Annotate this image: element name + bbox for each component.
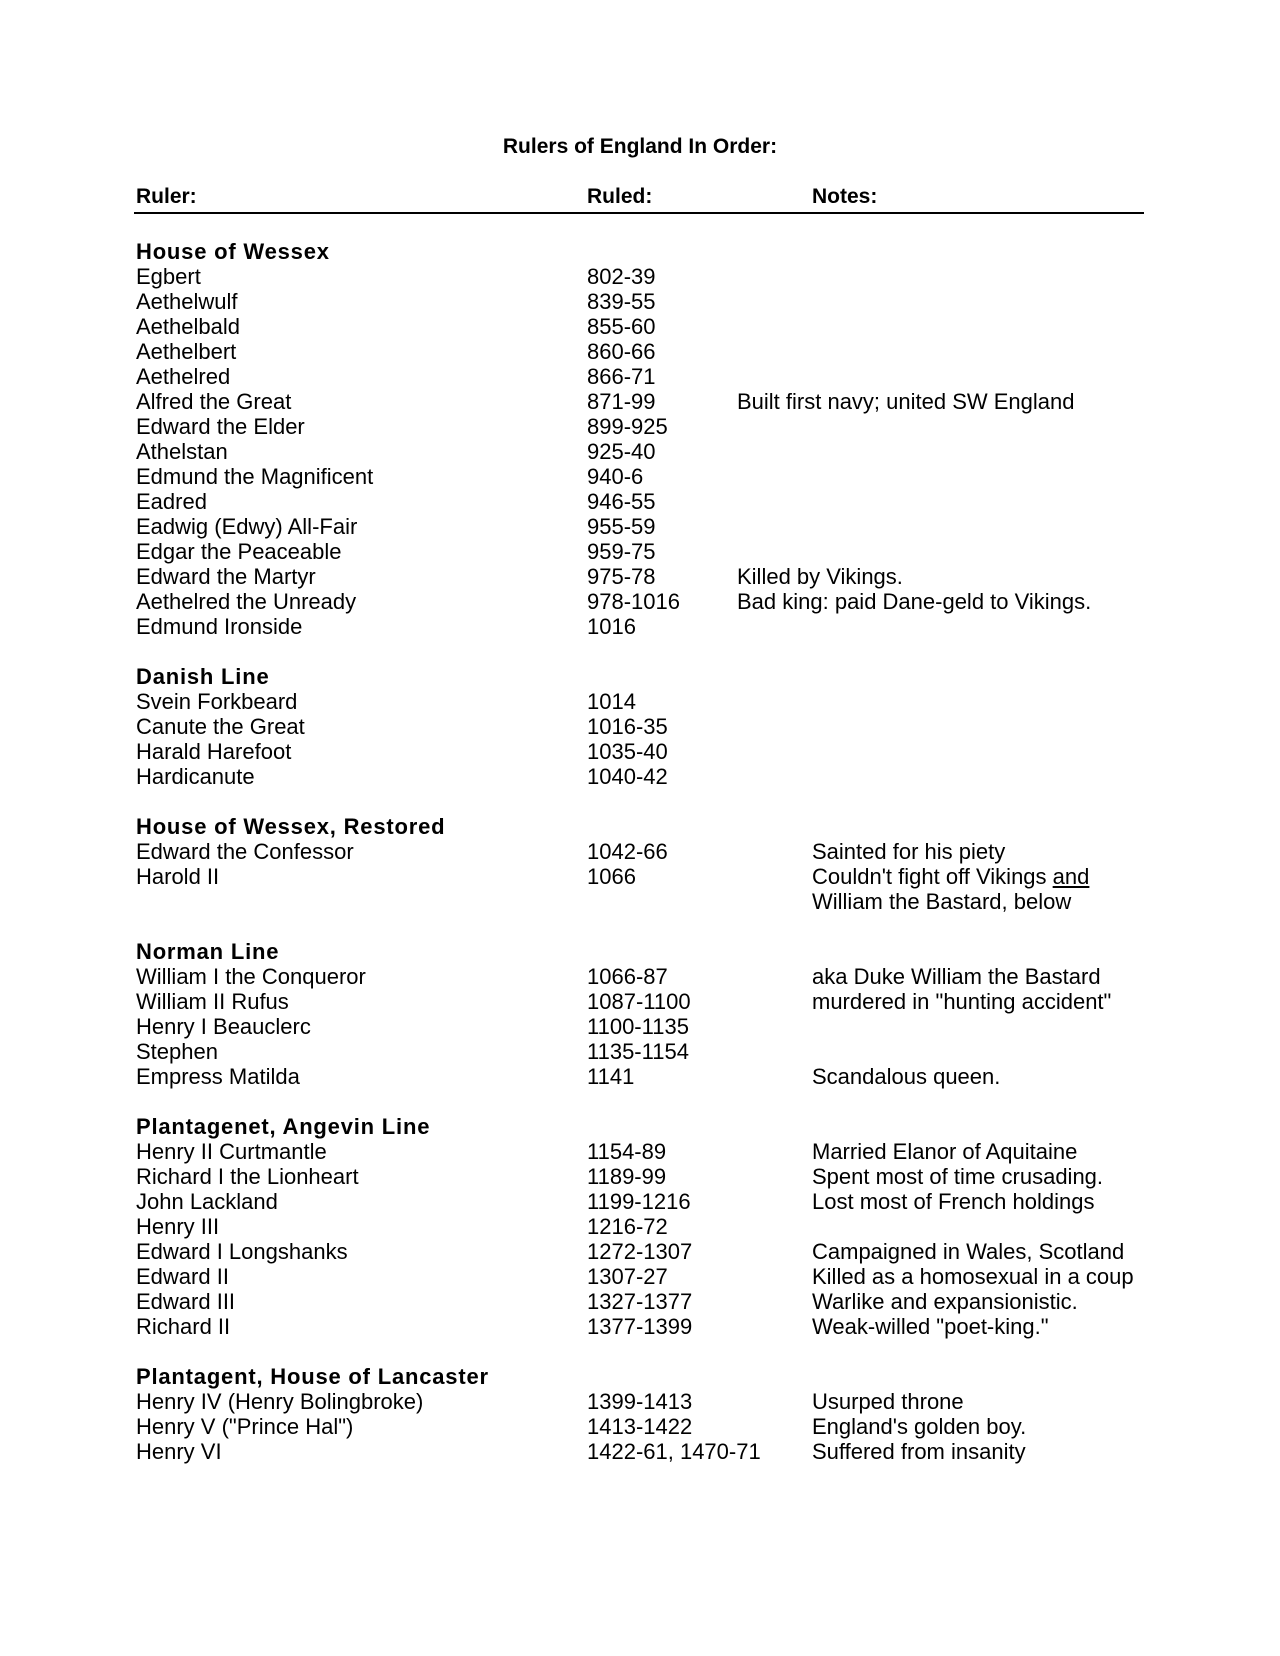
ruler-name: Henry V ("Prince Hal") [136, 1414, 354, 1439]
ruler-note: Suffered from insanity [812, 1439, 1026, 1464]
ruler-name: Henry VI [136, 1439, 222, 1464]
ruler-note: Married Elanor of Aquitaine [812, 1139, 1078, 1164]
rulers-table [0, 239, 1280, 1464]
ruler-name: Edward the Confessor [136, 839, 354, 864]
ruled-years: 1189-99 [587, 1164, 667, 1189]
ruler-name: Harald Harefoot [136, 739, 292, 764]
ruler-name: Egbert [136, 264, 201, 289]
section-title: House of Wessex [136, 239, 330, 264]
table-row [0, 689, 1280, 714]
ruler-name: Henry III [136, 1214, 220, 1239]
table-row [0, 1389, 1280, 1414]
ruler-name: Stephen [136, 1039, 218, 1064]
table-row [0, 1214, 1280, 1239]
table-row [0, 1189, 1280, 1214]
note-text: Couldn't fight off Vikings [812, 864, 1053, 889]
ruler-note: Killed by Vikings. [737, 564, 903, 589]
table-row [0, 964, 1280, 989]
ruled-years: 1042-66 [587, 839, 668, 864]
ruler-note: Killed as a homosexual in a coup [812, 1264, 1134, 1289]
table-row [0, 714, 1280, 739]
section-heading [0, 939, 1280, 964]
table-row [0, 264, 1280, 289]
ruler-note: Campaigned in Wales, Scotland [812, 1239, 1125, 1264]
header-notes: Notes: [812, 185, 878, 208]
ruler-name: Aethelbert [136, 339, 237, 364]
table-row [0, 1314, 1280, 1339]
ruler-note: Bad king: paid Dane-geld to Vikings. [737, 589, 1092, 614]
ruler-name: Eadwig (Edwy) All-Fair [136, 514, 358, 539]
ruler-note: murdered in "hunting accident" [812, 989, 1112, 1014]
ruler-note: Spent most of time crusading. [812, 1164, 1104, 1189]
section-spacer [0, 1089, 1280, 1114]
ruled-years: 1413-1422 [587, 1414, 693, 1439]
ruled-years: 866-71 [587, 364, 656, 389]
ruled-years: 940-6 [587, 464, 644, 489]
ruled-years: 1216-72 [587, 1214, 668, 1239]
ruler-note: Built first navy; united SW England [737, 389, 1075, 414]
ruled-years: 1016-35 [587, 714, 668, 739]
section-title: Plantagenet, Angevin Line [136, 1114, 431, 1139]
section-spacer [0, 1339, 1280, 1364]
ruled-years: 1066 [587, 864, 636, 889]
ruled-years: 1377-1399 [587, 1314, 693, 1339]
ruled-years: 1087-1100 [587, 989, 691, 1014]
ruled-years: 959-75 [587, 539, 656, 564]
ruler-name: Edward I Longshanks [136, 1239, 348, 1264]
ruler-name: Edward II [136, 1264, 229, 1289]
ruled-years: 1066-87 [587, 964, 668, 989]
note-underlined: and [1052, 864, 1090, 889]
table-row [0, 1239, 1280, 1264]
ruler-name: William I the Conqueror [136, 964, 366, 989]
ruler-name: Edmund Ironside [136, 614, 303, 639]
table-row [0, 1039, 1280, 1064]
ruler-note: Usurped throne [812, 1389, 964, 1414]
ruler-name: Aethelbald [136, 314, 240, 339]
table-row [0, 439, 1280, 464]
ruler-note: England's golden boy. [812, 1414, 1027, 1439]
table-row [0, 864, 1280, 889]
ruled-years: 1141 [587, 1064, 635, 1089]
ruler-note: Lost most of French holdings [812, 1189, 1095, 1214]
ruler-name: Alfred the Great [136, 389, 292, 414]
ruler-name: Edgar the Peaceable [136, 539, 342, 564]
header-ruler: Ruler: [136, 185, 197, 208]
ruled-years: 871-99 [587, 389, 656, 414]
ruled-years: 1100-1135 [587, 1014, 689, 1039]
table-row [0, 389, 1280, 414]
table-row [0, 739, 1280, 764]
table-row [0, 464, 1280, 489]
ruled-years: 860-66 [587, 339, 656, 364]
ruler-name: Aethelwulf [136, 289, 238, 314]
ruler-note: Sainted for his piety [812, 839, 1006, 864]
table-row [0, 414, 1280, 439]
ruler-name: Aethelred the Unready [136, 589, 357, 614]
ruled-years: 1307-27 [587, 1264, 668, 1289]
ruler-name: Athelstan [136, 439, 228, 464]
table-row [0, 1414, 1280, 1439]
table-row [0, 589, 1280, 614]
table-row [0, 1289, 1280, 1314]
section-title: Danish Line [136, 664, 270, 689]
section-heading [0, 1364, 1280, 1389]
ruler-name: Edward the Elder [136, 414, 305, 439]
ruled-years: 1422-61, 1470-71 [587, 1439, 761, 1464]
ruler-name: Henry I Beauclerc [136, 1014, 311, 1039]
ruled-years: 1014 [587, 689, 636, 714]
ruler-name: Empress Matilda [136, 1064, 300, 1089]
section-heading [0, 814, 1280, 839]
table-row [0, 489, 1280, 514]
section-spacer [0, 639, 1280, 664]
table-row [0, 364, 1280, 389]
ruled-years: 975-78 [587, 564, 656, 589]
ruler-note: Warlike and expansionistic. [812, 1289, 1078, 1314]
table-row [0, 989, 1280, 1014]
table-row [0, 1139, 1280, 1164]
ruler-note: aka Duke William the Bastard [812, 964, 1101, 989]
ruler-name: Henry IV (Henry Bolingbroke) [136, 1389, 424, 1414]
ruled-years: 925-40 [587, 439, 656, 464]
ruled-years: 1272-1307 [587, 1239, 693, 1264]
ruler-name: Aethelred [136, 364, 231, 389]
table-row [0, 289, 1280, 314]
section-heading [0, 664, 1280, 689]
ruler-name: Harold II [136, 864, 220, 889]
ruler-name: John Lackland [136, 1189, 278, 1214]
page-title: Rulers of England In Order: [502, 135, 778, 158]
ruler-note [812, 864, 1089, 889]
table-row [0, 314, 1280, 339]
ruler-name: Edward III [136, 1289, 236, 1314]
table-row [0, 339, 1280, 364]
ruled-years: 899-925 [587, 414, 668, 439]
ruler-name: Richard II [136, 1314, 231, 1339]
ruled-years: 1016 [587, 614, 636, 639]
table-row [0, 1064, 1280, 1089]
ruled-years: 1327-1377 [587, 1289, 693, 1314]
ruled-years: 1154-89 [587, 1139, 667, 1164]
ruled-years: 1035-40 [587, 739, 668, 764]
ruler-name: Edward the Martyr [136, 564, 316, 589]
ruler-note-continued: William the Bastard, below [812, 889, 1072, 914]
table-row [0, 764, 1280, 789]
table-row [0, 514, 1280, 539]
section-title: Plantagent, House of Lancaster [136, 1364, 489, 1389]
ruler-name: Svein Forkbeard [136, 689, 298, 714]
ruled-years: 855-60 [587, 314, 656, 339]
ruler-note: Scandalous queen. [812, 1064, 1001, 1089]
ruled-years: 802-39 [587, 264, 656, 289]
ruled-years: 1399-1413 [587, 1389, 693, 1414]
ruled-years: 978-1016 [587, 589, 680, 614]
ruler-name: William II Rufus [136, 989, 289, 1014]
header-divider [134, 212, 1144, 214]
ruler-name: Richard I the Lionheart [136, 1164, 359, 1189]
ruler-name: Henry II Curtmantle [136, 1139, 327, 1164]
table-row [0, 1264, 1280, 1289]
ruler-name: Edmund the Magnificent [136, 464, 374, 489]
table-row [0, 614, 1280, 639]
table-row [0, 539, 1280, 564]
table-row [0, 1014, 1280, 1039]
ruler-name: Canute the Great [136, 714, 305, 739]
section-title: Norman Line [136, 939, 280, 964]
section-spacer [0, 789, 1280, 814]
table-row [0, 839, 1280, 864]
table-row [0, 1164, 1280, 1189]
ruled-years: 946-55 [587, 489, 656, 514]
ruled-years: 1040-42 [587, 764, 668, 789]
ruled-years: 1135-1154 [587, 1039, 689, 1064]
ruler-name: Eadred [136, 489, 207, 514]
section-heading [0, 1114, 1280, 1139]
section-heading [0, 239, 1280, 264]
table-row [0, 564, 1280, 589]
section-title: House of Wessex, Restored [136, 814, 446, 839]
table-row [0, 1439, 1280, 1464]
ruled-years: 839-55 [587, 289, 656, 314]
ruled-years: 955-59 [587, 514, 656, 539]
ruled-years: 1199-1216 [587, 1189, 691, 1214]
header-ruled: Ruled: [587, 185, 653, 208]
section-spacer [0, 914, 1280, 939]
table-row-continuation [0, 889, 1280, 914]
ruler-name: Hardicanute [136, 764, 255, 789]
ruler-note: Weak-willed "poet-king." [812, 1314, 1049, 1339]
